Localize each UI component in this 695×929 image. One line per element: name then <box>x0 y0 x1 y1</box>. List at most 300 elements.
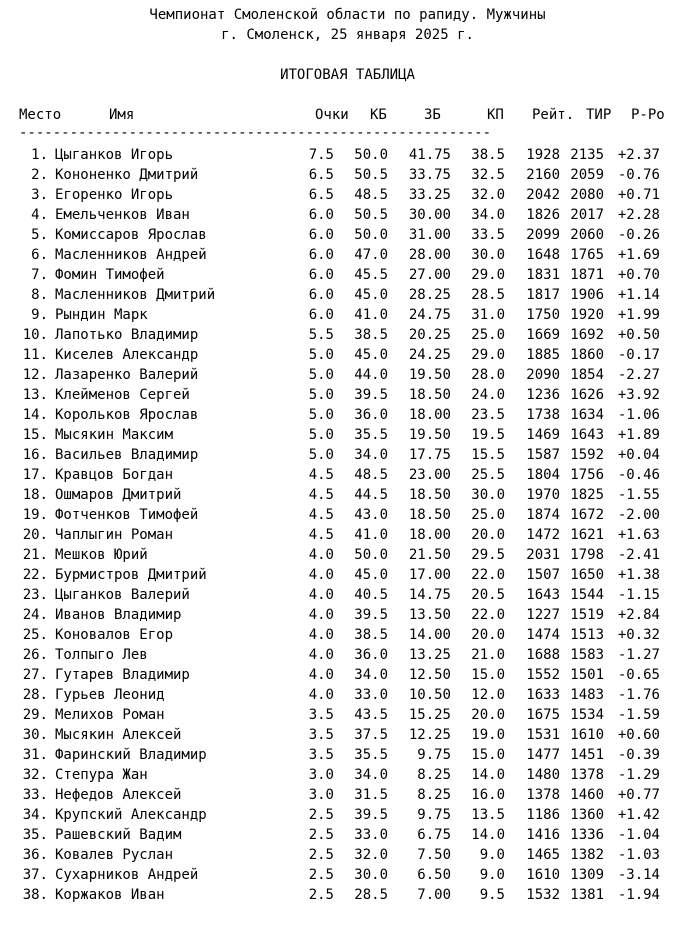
row-tpr: 1460 <box>570 787 604 803</box>
row-rating: 1648 <box>526 247 560 263</box>
row-tpr: 1765 <box>570 247 604 263</box>
row-rating-diff: +1.63 <box>617 527 660 543</box>
row-kp: 15.0 <box>471 667 505 683</box>
table-row <box>0 207 695 227</box>
row-rating: 1416 <box>526 827 560 843</box>
row-kb: 36.0 <box>354 647 388 663</box>
row-kp: 25.0 <box>471 327 505 343</box>
row-rating-diff: +0.04 <box>617 447 660 463</box>
table-row <box>0 667 695 687</box>
row-player-name: Рашевский Вадим <box>55 827 182 843</box>
row-player-name: Емельченков Иван <box>55 207 190 223</box>
results-table <box>0 147 695 907</box>
row-rating-diff: +2.28 <box>617 207 660 223</box>
row-points: 2.5 <box>308 827 334 843</box>
row-rating-diff: -1.29 <box>617 767 660 783</box>
row-kb: 39.5 <box>354 807 388 823</box>
row-points: 6.0 <box>308 227 334 243</box>
row-rating: 1186 <box>526 807 560 823</box>
row-place: 37. <box>22 867 48 883</box>
row-kb: 48.5 <box>354 467 388 483</box>
row-kp: 33.5 <box>471 227 505 243</box>
row-points: 4.0 <box>308 587 334 603</box>
row-rating: 1227 <box>526 607 560 623</box>
table-row <box>0 867 695 887</box>
row-tpr: 1756 <box>570 467 604 483</box>
row-rating: 2090 <box>526 367 560 383</box>
row-zb: 12.25 <box>408 727 451 743</box>
row-tpr: 1906 <box>570 287 604 303</box>
row-kb: 45.0 <box>354 287 388 303</box>
row-zb: 9.75 <box>417 807 451 823</box>
row-tpr: 1692 <box>570 327 604 343</box>
row-zb: 19.50 <box>408 367 451 383</box>
row-rating: 1738 <box>526 407 560 423</box>
row-rating-diff: -2.41 <box>617 547 660 563</box>
row-tpr: 1860 <box>570 347 604 363</box>
row-kb: 50.5 <box>354 167 388 183</box>
row-kp: 30.0 <box>471 487 505 503</box>
row-player-name: Бурмистров Дмитрий <box>55 567 207 583</box>
row-player-name: Степура Жан <box>55 767 148 783</box>
row-rating: 2042 <box>526 187 560 203</box>
row-points: 3.0 <box>308 767 334 783</box>
row-kb: 34.0 <box>354 447 388 463</box>
row-player-name: Лапотько Владимир <box>55 327 199 343</box>
row-rating-diff: +1.99 <box>617 307 660 323</box>
row-kp: 29.5 <box>471 547 505 563</box>
table-row <box>0 227 695 247</box>
row-player-name: Корольков Ярослав <box>55 407 199 423</box>
row-rating-diff: +0.70 <box>617 267 660 283</box>
table-row <box>0 507 695 527</box>
row-zb: 23.00 <box>408 467 451 483</box>
row-points: 7.5 <box>308 147 334 163</box>
row-zb: 10.50 <box>408 687 451 703</box>
header-name: Имя <box>109 107 135 123</box>
row-tpr: 1634 <box>570 407 604 423</box>
row-player-name: Иванов Владимир <box>55 607 182 623</box>
row-rating-diff: +1.14 <box>617 287 660 303</box>
table-row <box>0 387 695 407</box>
row-rating: 1465 <box>526 847 560 863</box>
row-points: 4.5 <box>308 507 334 523</box>
row-rating: 1643 <box>526 587 560 603</box>
row-rating-diff: +0.77 <box>617 787 660 803</box>
row-points: 3.5 <box>308 747 334 763</box>
header-points: Очки <box>315 107 349 123</box>
header-kb: КБ <box>370 107 387 123</box>
row-points: 4.5 <box>308 467 334 483</box>
row-rating: 1507 <box>526 567 560 583</box>
row-kb: 50.5 <box>354 207 388 223</box>
row-kb: 39.5 <box>354 387 388 403</box>
row-kb: 35.5 <box>354 747 388 763</box>
row-kp: 32.5 <box>471 167 505 183</box>
row-zb: 17.00 <box>408 567 451 583</box>
row-place: 29. <box>22 707 48 723</box>
row-player-name: Кравцов Богдан <box>55 467 174 483</box>
row-kb: 39.5 <box>354 607 388 623</box>
row-kp: 15.0 <box>471 747 505 763</box>
row-zb: 33.75 <box>408 167 451 183</box>
row-tpr: 1920 <box>570 307 604 323</box>
row-kb: 50.0 <box>354 147 388 163</box>
table-row <box>0 267 695 287</box>
row-rating: 1885 <box>526 347 560 363</box>
row-tpr: 1382 <box>570 847 604 863</box>
row-player-name: Масленников Дмитрий <box>55 287 216 303</box>
row-rating: 1610 <box>526 867 560 883</box>
row-rating: 1472 <box>526 527 560 543</box>
row-points: 5.0 <box>308 407 334 423</box>
row-zb: 9.75 <box>417 747 451 763</box>
row-tpr: 1309 <box>570 867 604 883</box>
row-place: 26. <box>22 647 48 663</box>
row-rating: 1970 <box>526 487 560 503</box>
row-rating-diff: +0.32 <box>617 627 660 643</box>
row-tpr: 1871 <box>570 267 604 283</box>
row-player-name: Рындин Марк <box>55 307 148 323</box>
row-tpr: 1451 <box>570 747 604 763</box>
row-kp: 19.0 <box>471 727 505 743</box>
table-row <box>0 887 695 907</box>
table-row <box>0 367 695 387</box>
row-player-name: Комиссаров Ярослав <box>55 227 207 243</box>
row-tpr: 1672 <box>570 507 604 523</box>
row-zb: 28.00 <box>408 247 451 263</box>
row-rating: 1474 <box>526 627 560 643</box>
row-tpr: 1798 <box>570 547 604 563</box>
table-row <box>0 627 695 647</box>
table-row <box>0 727 695 747</box>
row-kb: 38.5 <box>354 627 388 643</box>
row-place: 25. <box>22 627 48 643</box>
row-zb: 12.50 <box>408 667 451 683</box>
table-row <box>0 247 695 267</box>
row-rating: 1831 <box>526 267 560 283</box>
row-player-name: Сухарников Андрей <box>55 867 199 883</box>
table-row <box>0 167 695 187</box>
row-tpr: 1650 <box>570 567 604 583</box>
row-place: 13. <box>22 387 48 403</box>
row-player-name: Гутарев Владимир <box>55 667 190 683</box>
tournament-subtitle: г. Смоленск, 25 января 2025 г. <box>221 27 474 43</box>
row-tpr: 1534 <box>570 707 604 723</box>
row-player-name: Ковалев Руслан <box>55 847 174 863</box>
row-rating-diff: +0.60 <box>617 727 660 743</box>
header-separator: -------------------------------------------------------- <box>19 125 492 141</box>
row-zb: 18.00 <box>408 407 451 423</box>
row-rating: 1532 <box>526 887 560 903</box>
tournament-title: Чемпионат Смоленской области по рапиду. Мужчины <box>149 7 546 23</box>
row-rating-diff: -1.76 <box>617 687 660 703</box>
row-rating-diff: -0.76 <box>617 167 660 183</box>
row-kb: 43.5 <box>354 707 388 723</box>
row-kb: 34.0 <box>354 767 388 783</box>
header-tpr: ТИР <box>586 107 612 123</box>
row-zb: 31.00 <box>408 227 451 243</box>
table-row <box>0 807 695 827</box>
row-rating-diff: +2.37 <box>617 147 660 163</box>
row-tpr: 1854 <box>570 367 604 383</box>
row-rating: 1531 <box>526 727 560 743</box>
row-player-name: Фомин Тимофей <box>55 267 165 283</box>
row-zb: 19.50 <box>408 427 451 443</box>
row-place: 16. <box>22 447 48 463</box>
row-place: 4. <box>31 207 48 223</box>
row-place: 19. <box>22 507 48 523</box>
table-row <box>0 187 695 207</box>
row-kb: 33.0 <box>354 687 388 703</box>
row-points: 4.0 <box>308 667 334 683</box>
row-zb: 8.25 <box>417 767 451 783</box>
row-rating-diff: -1.04 <box>617 827 660 843</box>
row-player-name: Мысякин Алексей <box>55 727 182 743</box>
row-rating-diff: +3.92 <box>617 387 660 403</box>
row-tpr: 2135 <box>570 147 604 163</box>
row-kb: 44.5 <box>354 487 388 503</box>
row-kp: 20.0 <box>471 527 505 543</box>
row-kb: 41.0 <box>354 527 388 543</box>
header-rating: Рейт. <box>532 107 575 123</box>
row-place: 34. <box>22 807 48 823</box>
row-points: 5.0 <box>308 387 334 403</box>
row-kp: 9.5 <box>479 887 505 903</box>
row-zb: 24.75 <box>408 307 451 323</box>
table-row <box>0 487 695 507</box>
row-tpr: 1544 <box>570 587 604 603</box>
row-rating: 1669 <box>526 327 560 343</box>
row-zb: 14.00 <box>408 627 451 643</box>
row-zb: 15.25 <box>408 707 451 723</box>
row-kb: 32.0 <box>354 847 388 863</box>
row-kb: 31.5 <box>354 787 388 803</box>
row-place: 8. <box>31 287 48 303</box>
row-points: 4.0 <box>308 627 334 643</box>
row-rating-diff: +1.89 <box>617 427 660 443</box>
row-kb: 37.5 <box>354 727 388 743</box>
row-tpr: 1378 <box>570 767 604 783</box>
row-player-name: Чаплыгин Роман <box>55 527 174 543</box>
row-kb: 38.5 <box>354 327 388 343</box>
row-place: 22. <box>22 567 48 583</box>
table-row <box>0 827 695 847</box>
table-row <box>0 847 695 867</box>
table-header <box>0 107 695 123</box>
row-kp: 20.0 <box>471 627 505 643</box>
row-points: 5.0 <box>308 427 334 443</box>
row-kp: 21.0 <box>471 647 505 663</box>
row-zb: 27.00 <box>408 267 451 283</box>
row-points: 2.5 <box>308 887 334 903</box>
table-row <box>0 567 695 587</box>
row-rating-diff: -0.46 <box>617 467 660 483</box>
row-points: 6.0 <box>308 267 334 283</box>
row-points: 4.0 <box>308 567 334 583</box>
row-rating-diff: +0.71 <box>617 187 660 203</box>
table-row <box>0 407 695 427</box>
row-rating-diff: +1.42 <box>617 807 660 823</box>
row-rating: 1480 <box>526 767 560 783</box>
row-player-name: Лазаренко Валерий <box>55 367 199 383</box>
header-diff: Р-Ро <box>631 107 665 123</box>
row-place: 30. <box>22 727 48 743</box>
row-place: 11. <box>22 347 48 363</box>
table-row <box>0 707 695 727</box>
row-kp: 28.0 <box>471 367 505 383</box>
row-zb: 6.75 <box>417 827 451 843</box>
row-place: 2. <box>31 167 48 183</box>
row-zb: 18.50 <box>408 387 451 403</box>
row-tpr: 1643 <box>570 427 604 443</box>
row-zb: 6.50 <box>417 867 451 883</box>
row-kp: 34.0 <box>471 207 505 223</box>
table-row <box>0 147 695 167</box>
row-rating: 1928 <box>526 147 560 163</box>
row-player-name: Цыганков Игорь <box>55 147 174 163</box>
row-points: 6.5 <box>308 167 334 183</box>
row-rating-diff: -1.27 <box>617 647 660 663</box>
row-zb: 33.25 <box>408 187 451 203</box>
table-row <box>0 347 695 367</box>
table-row <box>0 647 695 667</box>
row-points: 5.5 <box>308 327 334 343</box>
row-rating: 1378 <box>526 787 560 803</box>
row-kp: 25.0 <box>471 507 505 523</box>
row-player-name: Цыганков Валерий <box>55 587 190 603</box>
row-zb: 30.00 <box>408 207 451 223</box>
row-kp: 38.5 <box>471 147 505 163</box>
row-place: 38. <box>22 887 48 903</box>
row-tpr: 1626 <box>570 387 604 403</box>
row-kb: 33.0 <box>354 827 388 843</box>
row-rating-diff: -1.06 <box>617 407 660 423</box>
row-tpr: 2059 <box>570 167 604 183</box>
row-kp: 15.5 <box>471 447 505 463</box>
row-kp: 20.5 <box>471 587 505 603</box>
row-place: 1. <box>31 147 48 163</box>
table-row <box>0 327 695 347</box>
row-tpr: 1610 <box>570 727 604 743</box>
row-place: 6. <box>31 247 48 263</box>
row-points: 6.0 <box>308 287 334 303</box>
row-kb: 44.0 <box>354 367 388 383</box>
row-place: 15. <box>22 427 48 443</box>
row-kb: 50.0 <box>354 227 388 243</box>
row-tpr: 1621 <box>570 527 604 543</box>
header-kp: КП <box>487 107 504 123</box>
row-rating: 1817 <box>526 287 560 303</box>
row-player-name: Коржаков Иван <box>55 887 165 903</box>
row-place: 33. <box>22 787 48 803</box>
row-points: 6.5 <box>308 187 334 203</box>
row-kb: 41.0 <box>354 307 388 323</box>
row-kb: 47.0 <box>354 247 388 263</box>
row-rating-diff: -1.03 <box>617 847 660 863</box>
row-rating-diff: -3.14 <box>617 867 660 883</box>
table-row <box>0 787 695 807</box>
row-kp: 25.5 <box>471 467 505 483</box>
row-kb: 36.0 <box>354 407 388 423</box>
row-rating: 1826 <box>526 207 560 223</box>
row-points: 5.0 <box>308 347 334 363</box>
row-player-name: Киселев Александр <box>55 347 199 363</box>
row-zb: 18.00 <box>408 527 451 543</box>
row-kp: 31.0 <box>471 307 505 323</box>
row-player-name: Нефедов Алексей <box>55 787 182 803</box>
row-rating-diff: -0.65 <box>617 667 660 683</box>
row-kp: 29.0 <box>471 347 505 363</box>
row-place: 20. <box>22 527 48 543</box>
row-place: 23. <box>22 587 48 603</box>
row-player-name: Фаринский Владимир <box>55 747 207 763</box>
table-row <box>0 767 695 787</box>
row-rating-diff: -1.94 <box>617 887 660 903</box>
row-player-name: Ошмаров Дмитрий <box>55 487 182 503</box>
row-tpr: 1519 <box>570 607 604 623</box>
row-player-name: Мелихов Роман <box>55 707 165 723</box>
row-points: 3.0 <box>308 787 334 803</box>
row-points: 2.5 <box>308 847 334 863</box>
table-row <box>0 687 695 707</box>
row-rating-diff: -2.00 <box>617 507 660 523</box>
row-player-name: Толпыго Лев <box>55 647 148 663</box>
row-kb: 43.0 <box>354 507 388 523</box>
row-kp: 24.0 <box>471 387 505 403</box>
row-kb: 45.0 <box>354 567 388 583</box>
row-rating: 1804 <box>526 467 560 483</box>
row-rating-diff: +1.69 <box>617 247 660 263</box>
row-place: 27. <box>22 667 48 683</box>
table-row <box>0 307 695 327</box>
row-place: 7. <box>31 267 48 283</box>
row-kb: 45.5 <box>354 267 388 283</box>
row-rating: 2099 <box>526 227 560 243</box>
row-points: 4.5 <box>308 487 334 503</box>
table-row <box>0 527 695 547</box>
row-kp: 22.0 <box>471 567 505 583</box>
row-kp: 16.0 <box>471 787 505 803</box>
row-kb: 35.5 <box>354 427 388 443</box>
row-rating-diff: -0.39 <box>617 747 660 763</box>
row-place: 24. <box>22 607 48 623</box>
header-place: Место <box>19 107 62 123</box>
row-points: 5.0 <box>308 367 334 383</box>
row-points: 3.5 <box>308 727 334 743</box>
row-points: 4.0 <box>308 687 334 703</box>
row-points: 6.0 <box>308 207 334 223</box>
row-tpr: 1381 <box>570 887 604 903</box>
row-player-name: Гурьев Леонид <box>55 687 165 703</box>
row-rating-diff: -0.26 <box>617 227 660 243</box>
row-points: 6.0 <box>308 247 334 263</box>
row-player-name: Крупский Александр <box>55 807 207 823</box>
row-points: 2.5 <box>308 867 334 883</box>
row-tpr: 2060 <box>570 227 604 243</box>
table-row <box>0 547 695 567</box>
row-place: 10. <box>22 327 48 343</box>
row-player-name: Фотченков Тимофей <box>55 507 199 523</box>
row-tpr: 2080 <box>570 187 604 203</box>
header-zb: ЗБ <box>424 107 441 123</box>
row-kb: 28.5 <box>354 887 388 903</box>
row-kp: 14.0 <box>471 767 505 783</box>
row-place: 17. <box>22 467 48 483</box>
row-tpr: 1483 <box>570 687 604 703</box>
row-kp: 9.0 <box>479 847 505 863</box>
row-zb: 18.50 <box>408 487 451 503</box>
